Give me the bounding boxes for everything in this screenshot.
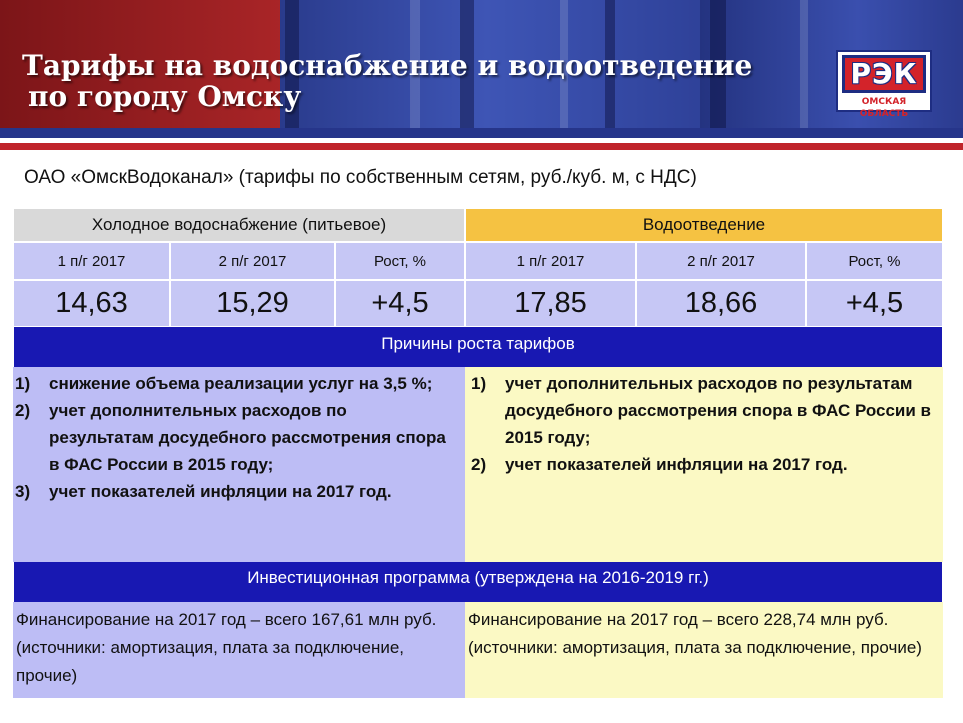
rek-logo-box (842, 55, 926, 93)
sewer-col-h1-2017: 1 п/г 2017 (465, 242, 636, 280)
rek-logo-subtext: ОМСКАЯ ОБЛАСТЬ (859, 97, 909, 119)
list-item (469, 451, 939, 478)
cold-col-h1-2017: 1 п/г 2017 (13, 242, 170, 280)
tariff-table (13, 208, 943, 698)
sewerage-header: Водоотведение (465, 208, 943, 242)
list-item-number: 3) (15, 482, 31, 501)
list-item-text: учет показателей инфляции на 2017 год. (49, 482, 392, 501)
list-item-number: 1) (15, 374, 31, 393)
list-item (13, 397, 453, 478)
cold-value-h1: 14,63 (13, 280, 170, 327)
header-stripe (800, 0, 808, 128)
investment-cold-text: Финансирование на 2017 год – всего 167,61 млн руб. (источники: амортизация, плата за подключение, прочие) (16, 610, 437, 685)
reasons-sewer-list (469, 370, 939, 478)
slide-title-line2: по городу Омску (28, 80, 302, 113)
sewer-value-h1: 17,85 (465, 280, 636, 327)
list-item-number: 2) (15, 401, 31, 420)
rek-logo-text: РЭК (850, 57, 918, 90)
slide-title-line1: Тарифы на водоснабжение и водоотведение (22, 49, 753, 82)
cold-value-h2: 15,29 (170, 280, 335, 327)
list-item-number: 1) (471, 374, 487, 393)
list-item (469, 370, 939, 451)
list-item-text: учет дополнительных расходов по результатам досудебного рассмотрения спора в ФАС России в 2015 году; (505, 374, 932, 447)
list-item-text: снижение объема реализации услуг на 3,5 %; (49, 374, 433, 393)
sewer-col-growth: Рост, % (806, 242, 943, 280)
rek-logo (836, 50, 932, 119)
header-band-red (0, 143, 963, 150)
slide-title (22, 50, 752, 112)
list-item-number: 2) (471, 455, 487, 474)
cold-water-header: Холодное водоснабжение (питьевое) (13, 208, 465, 242)
reasons-header: Причины роста тарифов (13, 327, 943, 367)
reasons-cold-list (13, 370, 453, 505)
cold-col-h2-2017: 2 п/г 2017 (170, 242, 335, 280)
table-subtitle: ОАО «ОмскВодоканал» (тарифы по собственным сетям, руб./куб. м, с НДС) (24, 167, 697, 188)
sewer-col-h2-2017: 2 п/г 2017 (636, 242, 806, 280)
cold-col-growth: Рост, % (335, 242, 465, 280)
sewer-value-growth: +4,5 (806, 280, 943, 327)
cold-value-growth: +4,5 (335, 280, 465, 327)
list-item-text: учет дополнительных расходов по результатам досудебного рассмотрения спора в ФАС России в 2015 году; (49, 401, 446, 474)
investment-header: Инвестиционная программа (утверждена на 2016-2019 гг.) (13, 562, 943, 602)
header-band-blue (0, 128, 963, 138)
list-item (13, 478, 453, 505)
investment-sewer-text: Финансирование на 2017 год – всего 228,74 млн руб. (источники: амортизация, плата за подключение, прочие) (468, 610, 922, 657)
list-item (13, 370, 453, 397)
list-item-text: учет показателей инфляции на 2017 год. (505, 455, 848, 474)
slide-header (0, 0, 963, 150)
sewer-value-h2: 18,66 (636, 280, 806, 327)
